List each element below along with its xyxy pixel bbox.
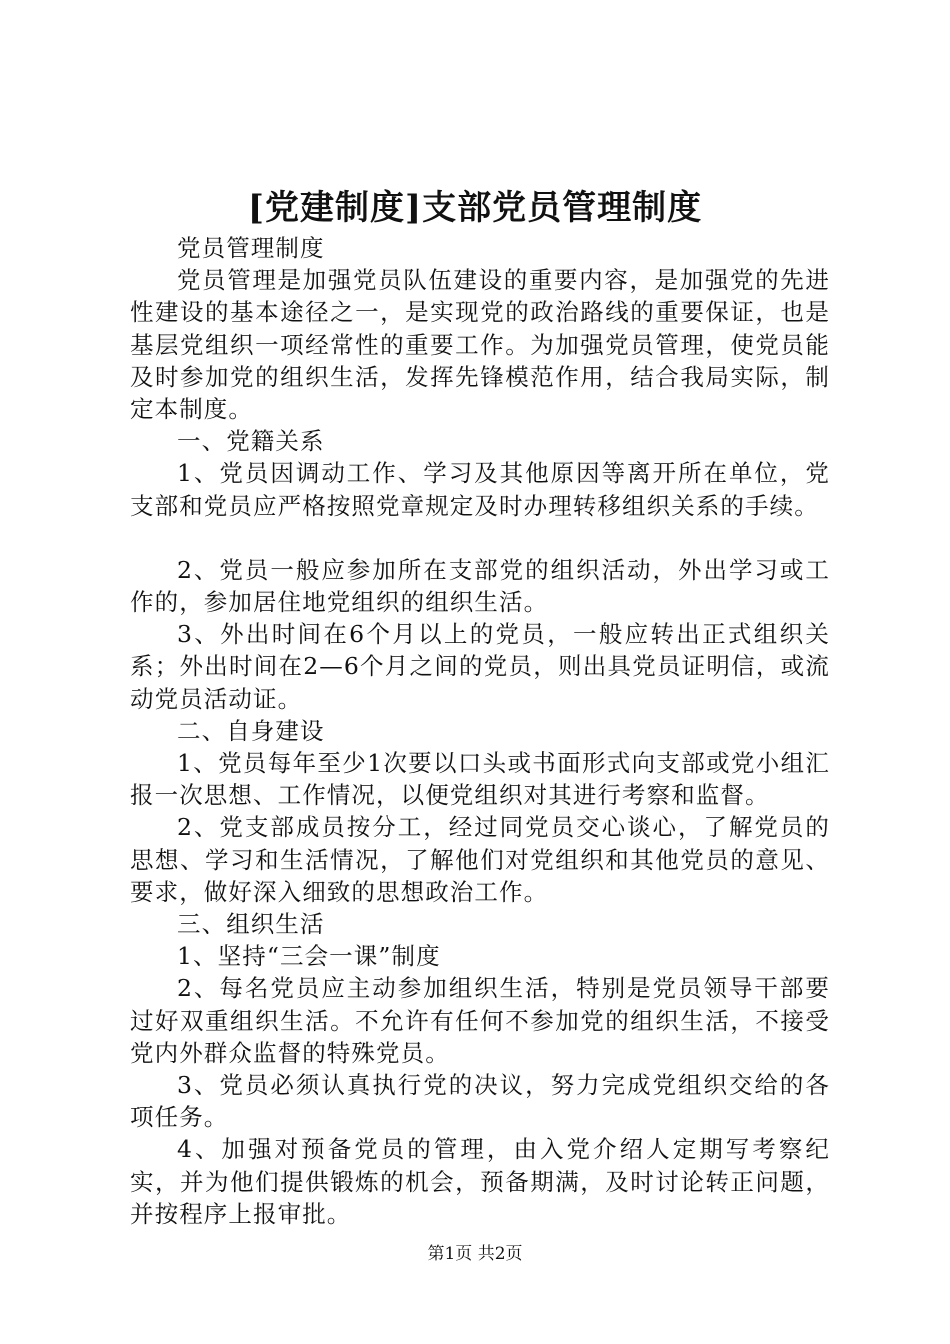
paragraph-membership-2: 2、党员一般应参加所在支部党的组织活动，外出学习或工作的，参加居住地党组织的组织生活。 <box>130 555 830 617</box>
section-heading-organization-life: 三、组织生活 <box>177 910 325 939</box>
paragraph-intro: 党员管理是加强党员队伍建设的重要内容，是加强党的先进性建设的基本途径之一，是实现党的政治路线的重要保证，也是基层党组织一项经常性的重要工作。为加强党员管理，使党员能及时参加党的组织生活，发挥先锋模范作用，结合我局实际，制定本制度。 <box>130 266 830 424</box>
document-title: [党建制度]支部党员管理制度 <box>247 188 703 228</box>
paragraph-organization-life-2: 2、每名党员应主动参加组织生活，特别是党员领导干部要过好双重组织生活。不允许有任何不参加党的组织生活，不接受党内外群众监督的特殊党员。 <box>130 974 830 1067</box>
section-heading-party-membership: 一、党籍关系 <box>177 427 325 456</box>
paragraph-membership-1: 1、党员因调动工作、学习及其他原因等离开所在单位，党支部和党员应严格按照党章规定及时办理转移组织关系的手续。 <box>130 459 830 520</box>
section-heading-self-building: 二、自身建设 <box>177 716 325 745</box>
paragraph-organization-life-1: 1、坚持“三会一课”制度 <box>177 942 441 971</box>
paragraph-self-building-1: 1、党员每年至少1次要以口头或书面形式向支部或党小组汇报一次思想、工作情况，以便党组织对其进行考察和监督。 <box>130 749 830 810</box>
paragraph-membership-3: 3、外出时间在6个月以上的党员，一般应转出正式组织关系；外出时间在2—6个月之间的党员，则出具党员证明信，或流动党员活动证。 <box>130 620 830 713</box>
page-footer: 第1页 共2页 <box>427 1244 523 1264</box>
paragraph-self-building-2: 2、党支部成员按分工，经过同党员交心谈心，了解党员的思想、学习和生活情况，了解他们对党组织和其他党员的意见、要求，做好深入细致的思想政治工作。 <box>130 813 830 906</box>
paragraph-organization-life-4: 4、加强对预备党员的管理，由入党介绍人定期写考察纪实，并为他们提供锻炼的机会，预备期满，及时讨论转正问题，并按程序上报审批。 <box>130 1135 830 1228</box>
document-body <box>130 232 830 1230</box>
paragraph-organization-life-3: 3、党员必须认真执行党的决议，努力完成党组织交给的各项任务。 <box>130 1071 830 1132</box>
paragraph-heading-regulation: 党员管理制度 <box>177 234 325 262</box>
